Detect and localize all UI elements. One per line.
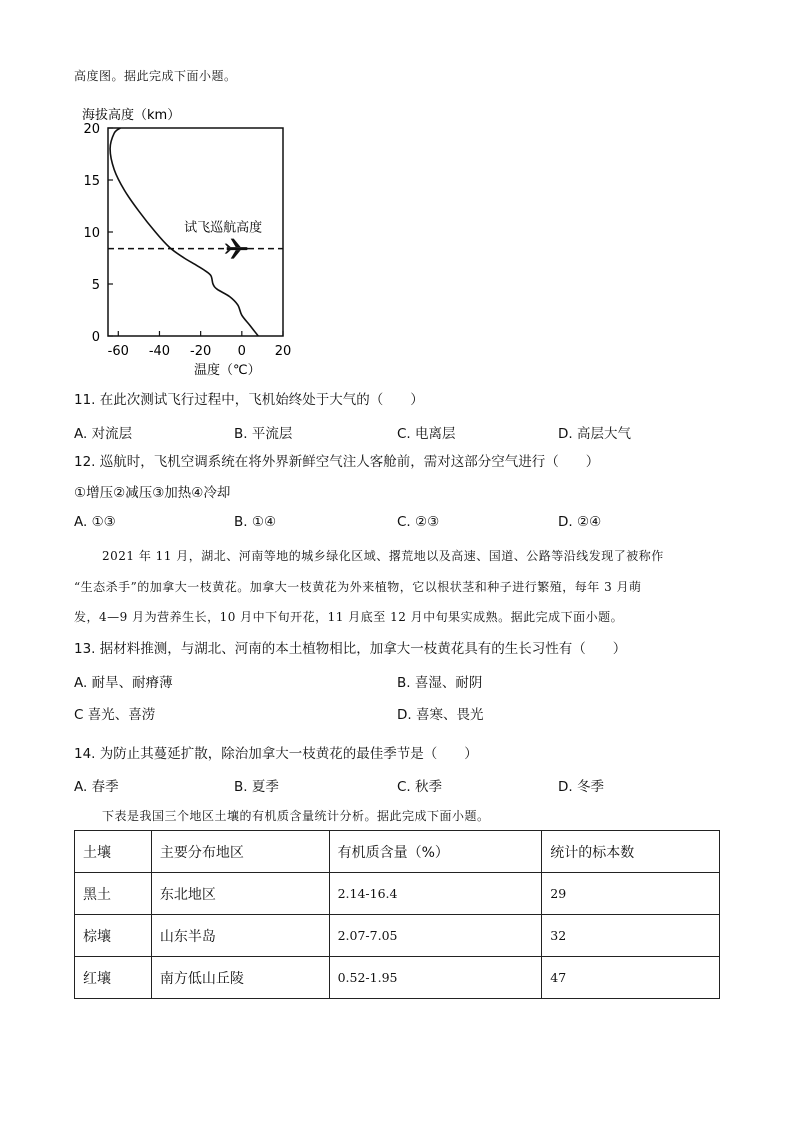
cell-region: 东北地区 xyxy=(151,873,329,915)
cell-sample-count: 32 xyxy=(542,915,720,957)
q13-option-d[interactable]: D. 喜寒、畏光 xyxy=(397,707,484,723)
table-row xyxy=(75,873,720,915)
q11-option-b[interactable]: B. 平流层 xyxy=(234,426,293,442)
cell-organic-content: 2.07-7.05 xyxy=(329,915,542,957)
passage-line-3: 发，4—9 月为营养生长，10 月中下旬开花，11 月底至 12 月中旬果实成熟。据此完成下面小题。 xyxy=(74,610,624,624)
x-tick-label: -20 xyxy=(190,344,212,359)
question-13-stem: 13. 据材料推测，与湖北、河南的本土植物相比，加拿大一枝黄花具有的生长习性有（ ） xyxy=(74,641,627,657)
q14-option-d[interactable]: D. 冬季 xyxy=(558,779,604,795)
cell-soil: 红壤 xyxy=(75,957,152,999)
y-axis-label: 海拔高度（km） xyxy=(82,108,181,123)
q11-option-a[interactable]: A. 对流层 xyxy=(74,426,133,442)
q13-option-a[interactable]: A. 耐旱、耐瘠薄 xyxy=(74,675,173,691)
x-tick-label: -40 xyxy=(148,344,171,359)
q13-option-b[interactable]: B. 喜湿、耐阴 xyxy=(397,675,483,691)
table-intro: 下表是我国三个地区土壤的有机质含量统计分析。据此完成下面小题。 xyxy=(102,809,490,823)
x-tick-label: -60 xyxy=(107,344,129,359)
cell-soil: 棕壤 xyxy=(75,915,152,957)
q12-option-d[interactable]: D. ②④ xyxy=(558,514,602,530)
passage-line-1: 2021 年 11 月，湖北、河南等地的城乡绿化区域、撂荒地以及高速、国道、公路等沿线发现了被称作 xyxy=(102,549,664,563)
temperature-altitude-chart xyxy=(70,104,300,380)
intro-text: 高度图。据此完成下面小题。 xyxy=(74,69,237,83)
q14-option-b[interactable]: B. 夏季 xyxy=(234,779,279,795)
q11-option-d[interactable]: D. 高层大气 xyxy=(558,426,631,442)
q12-option-a[interactable]: A. ①③ xyxy=(74,514,116,530)
header-soil: 土壤 xyxy=(75,831,152,873)
header-sample-count: 统计的标本数 xyxy=(542,831,720,873)
table-row xyxy=(75,915,720,957)
question-12-stem: 12. 巡航时，飞机空调系统在将外界新鲜空气注人客舱前，需对这部分空气进行（ ） xyxy=(74,454,600,470)
q12-option-b[interactable]: B. ①④ xyxy=(234,514,277,530)
q11-option-c[interactable]: C. 电离层 xyxy=(397,426,456,442)
question-11-stem: 11. 在此次测试飞行过程中，飞机始终处于大气的（ ） xyxy=(74,392,424,408)
y-tick-label: 20 xyxy=(83,122,100,137)
y-tick-label: 10 xyxy=(83,226,100,241)
y-tick-label: 0 xyxy=(91,330,100,345)
q13-option-c[interactable]: C 喜光、喜涝 xyxy=(74,707,156,723)
x-tick-label: 20 xyxy=(274,344,292,359)
y-tick-label: 5 xyxy=(91,278,100,293)
cell-sample-count: 29 xyxy=(542,873,720,915)
y-tick-label: 15 xyxy=(83,174,100,189)
cell-organic-content: 0.52-1.95 xyxy=(329,957,542,999)
x-axis-label: 温度（℃） xyxy=(194,363,261,378)
table-header-row xyxy=(75,831,720,873)
cell-organic-content: 2.14-16.4 xyxy=(329,873,542,915)
passage-line-2: “生态杀手”的加拿大一枝黄花。加拿大一枝黄花为外来植物，它以根状茎和种子进行繁殖，每年 3 月萌 xyxy=(74,580,642,594)
airplane-icon xyxy=(225,239,249,259)
q12-option-c[interactable]: C. ②③ xyxy=(397,514,440,530)
q14-option-a[interactable]: A. 春季 xyxy=(74,779,119,795)
q14-option-c[interactable]: C. 秋季 xyxy=(397,779,443,795)
header-organic-content: 有机质含量（%） xyxy=(329,831,542,873)
table-row xyxy=(75,957,720,999)
question-14-stem: 14. 为防止其蔓延扩散，除治加拿大一枝黄花的最佳季节是（ ） xyxy=(74,746,478,762)
x-ticks xyxy=(108,331,292,359)
x-tick-label: 0 xyxy=(237,344,246,359)
cell-sample-count: 47 xyxy=(542,957,720,999)
header-region: 主要分布地区 xyxy=(151,831,329,873)
cruise-altitude-label: 试飞巡航高度 xyxy=(184,220,263,236)
cell-region: 南方低山丘陵 xyxy=(151,957,329,999)
soil-organic-matter-table xyxy=(74,830,720,999)
cell-soil: 黑土 xyxy=(75,873,152,915)
cell-region: 山东半岛 xyxy=(151,915,329,957)
question-12-items: ①增压②减压③加热④冷却 xyxy=(74,485,231,501)
